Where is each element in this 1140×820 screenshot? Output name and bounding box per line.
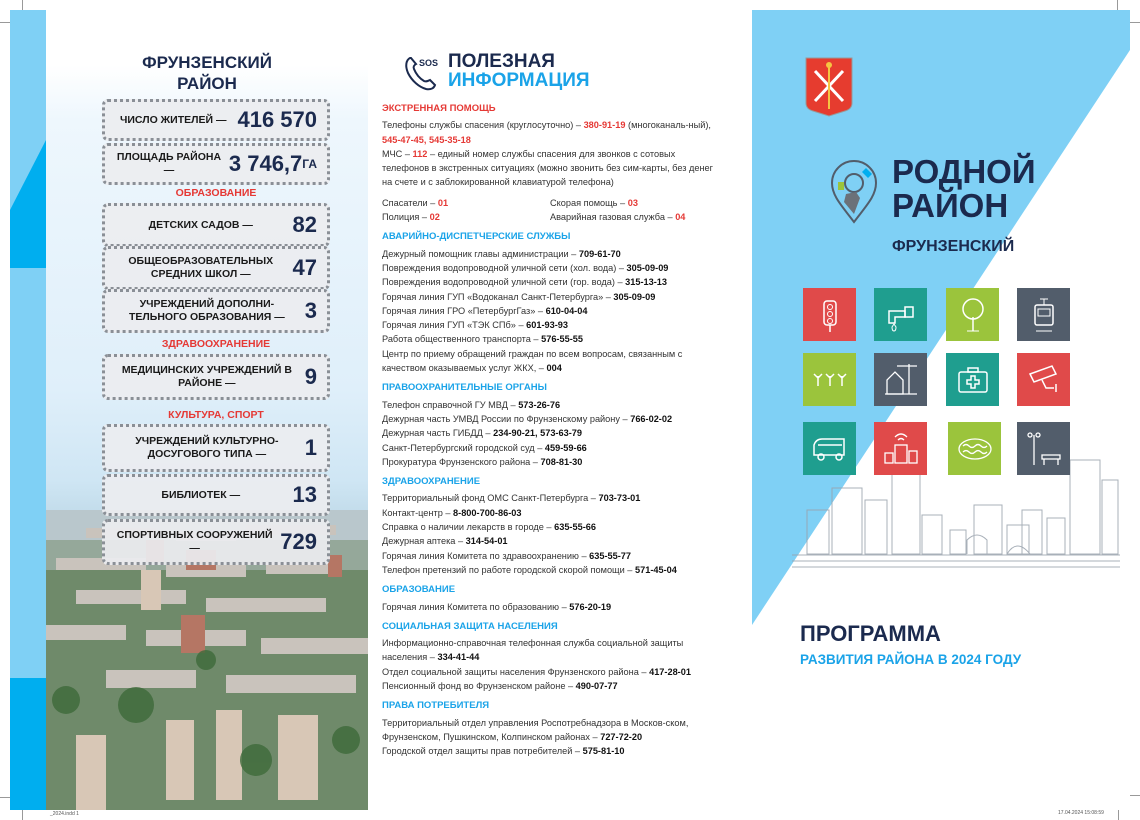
crop-mark — [22, 810, 23, 820]
bus-icon — [808, 427, 852, 471]
left-decorative-strip — [10, 10, 46, 810]
stat-cultural-institutions: УЧРЕЖДЕНИЙ КУЛЬТУРНО-ДОСУГОВОГО ТИПА — 1 — [102, 424, 330, 472]
phone-number: 635-55-66 — [554, 522, 596, 533]
icon-tile — [803, 288, 856, 341]
section-title: АВАРИЙНО-ДИСПЕТЧЕРСКИЕ СЛУЖБЫ — [382, 231, 571, 243]
crop-mark — [22, 0, 23, 10]
icon-tile — [803, 353, 856, 406]
phone-number: 334-41-44 — [437, 652, 480, 663]
icon-tile — [1017, 288, 1070, 341]
pond-icon — [953, 427, 997, 471]
contact-groups — [382, 230, 722, 758]
district-title: ФРУНЗЕНСКИЙ РАЙОН — [142, 53, 272, 93]
contact-line: Территориальный фонд ОМС Санкт-Петербурга – 703-73-01 — [382, 493, 641, 504]
stat-sports-facilities: СПОРТИВНЫХ СООРУЖЕНИЙ — 729 — [102, 519, 330, 565]
contact-line: Повреждения водопроводной уличной сети (хол. вода) – 305-09-09 — [382, 262, 669, 273]
coat-of-arms-icon — [805, 57, 853, 117]
section-title-culture-sport: КУЛЬТУРА, СПОРТ — [168, 409, 264, 421]
phone-number: 727-72-20 — [600, 731, 643, 742]
tram-icon — [1022, 293, 1066, 337]
stat-medical-institutions: МЕДИЦИНСКИХ УЧРЕЖДЕНИЙ В РАЙОНЕ — 9 — [102, 354, 330, 400]
stat-kindergartens: ДЕТСКИХ САДОВ — 82 — [102, 203, 330, 247]
program-title: ПРОГРАММА — [800, 621, 941, 646]
phone-number: 315-13-13 — [625, 277, 668, 288]
contact-line: Информационно-справочная телефонная служба социальной защиты населения – 334-41-44 — [382, 638, 684, 663]
icon-tile — [874, 353, 927, 406]
streetlight-bench-icon — [1022, 427, 1066, 471]
svg-text:SOS: SOS — [419, 58, 439, 68]
smart-city-wifi-icon — [879, 427, 923, 471]
cctv-camera-icon — [1022, 358, 1066, 402]
section-title-healthcare: ЗДРАВООХРАНЕНИЕ — [161, 338, 271, 350]
icon-tile — [946, 288, 999, 341]
section-title: ЗДРАВООХРАНЕНИЕ — [382, 476, 481, 488]
contact-line: Санкт-Петербургский городской суд – 459-59-66 — [382, 442, 587, 453]
contact-line: Центр по приему обращений граждан по всем вопросам, связанным с качеством оказываемых услуг ЖКХ, – 004 — [382, 348, 683, 374]
phone-number: 766-02-02 — [630, 413, 673, 424]
icon-tile — [946, 353, 999, 406]
brand-subtitle: ФРУНЗЕНСКИЙ — [892, 238, 1015, 255]
construction-icon — [879, 358, 923, 402]
brand-title: РОДНОЙ РАЙОН — [892, 153, 1036, 224]
phone-number: 708-81-30 — [540, 456, 583, 467]
contact-line: Повреждения водопроводной уличной сети (гор. вода) – 315-13-13 — [382, 277, 668, 288]
contact-line: Горячая линия Комитета по здравоохранению – 635-55-77 — [382, 550, 632, 561]
icon-tile — [948, 422, 1001, 475]
icon-tile — [874, 422, 927, 475]
phone-number: 635-55-77 — [589, 550, 632, 561]
contact-line: Территориальный отдел управления Роспотребнадзора в Москов-ском, Фрунзенском, Пушкинском, Колпинском районах – 727-72-20 — [382, 717, 689, 742]
stat-schools: ОБЩЕОБРАЗОВАТЕЛЬНЫХ СРЕДНИХ ШКОЛ — 47 — [102, 246, 330, 290]
phone-number: 610-04-04 — [545, 305, 588, 316]
contact-line: Дежурная часть ГИБДД – 234-90-21, 573-63-79 — [382, 428, 582, 439]
stat-population: ЧИСЛО ЖИТЕЛЕЙ — 416 570 — [102, 99, 330, 141]
phone-number: 601-93-93 — [526, 320, 569, 331]
icon-tile — [874, 288, 927, 341]
contact-line: Горячая линия ГРО «ПетербургГаз» – 610-04-04 — [382, 305, 588, 316]
cover-page — [752, 10, 1130, 810]
contact-line: Телефон справочной ГУ МВД – 573-26-76 — [382, 399, 561, 410]
phone-number: 234-90-21, 573-63-79 — [493, 428, 582, 439]
phone-number: 8-800-700-86-03 — [453, 507, 522, 518]
section-title: СОЦИАЛЬНАЯ ЗАЩИТА НАСЕЛЕНИЯ — [382, 620, 558, 632]
phone-number: 703-73-01 — [598, 493, 641, 504]
phone-number: 575-81-10 — [582, 746, 625, 757]
contact-line: Горячая линия Комитета по образованию – 576-20-19 — [382, 601, 612, 612]
rescue-service-line: Телефоны службы спасения (круглосуточно) – 380-91-19 (многоканаль-ный), 545-47-45, 545-35-18 — [382, 120, 711, 145]
contact-line: Горячая линия ГУП «Водоканал Санкт-Петербурга» – 305-09-09 — [382, 291, 656, 302]
contact-line: Справка о наличии лекарств в городе – 635-55-66 — [382, 522, 596, 533]
icon-tile — [1017, 422, 1070, 475]
section-title-education: ОБРАЗОВАНИЕ — [175, 187, 257, 199]
phone-number: 490-07-77 — [575, 680, 618, 691]
contact-line: Работа общественного транспорта – 576-55-55 — [382, 334, 583, 345]
sos-phone-icon — [404, 54, 444, 92]
tree-icon — [951, 293, 995, 337]
contact-line: Отдел социальной защиты населения Фрунзенского района – 417-28-01 — [382, 666, 691, 677]
crop-mark — [1130, 795, 1140, 796]
stat-libraries: БИБЛИОТЕК — 13 — [102, 474, 330, 516]
contact-line: Телефон претензий по работе городской скорой помощи – 571-45-04 — [382, 564, 677, 575]
icon-tile — [803, 422, 856, 475]
phone-number: 305-09-09 — [626, 262, 669, 273]
contact-line: Прокуратура Фрунзенского района – 708-81-30 — [382, 456, 583, 467]
rodnoy-rayon-logo-icon — [830, 160, 878, 224]
sprouts-icon — [808, 358, 852, 402]
crop-mark — [1130, 22, 1140, 23]
print-slug-right: 17.04.2024 15:08:59 — [1058, 810, 1104, 816]
phone-number: 709-61-70 — [578, 248, 621, 259]
phone-number: 576-55-55 — [541, 334, 583, 345]
contact-line: Пенсионный фонд во Фрунзенском районе – 490-07-77 — [382, 680, 618, 691]
contact-line: Городской отдел защиты прав потребителей – 575-81-10 — [382, 746, 625, 757]
water-tap-icon — [879, 293, 923, 337]
program-subtitle: РАЗВИТИЯ РАЙОНА В 2024 ГОДУ — [800, 652, 1022, 667]
useful-info-heading: SOS ПОЛЕЗНАЯ ИНФОРМАЦИЯ — [404, 52, 590, 90]
section-title: ПРАВА ПОТРЕБИТЕЛЯ — [382, 700, 490, 712]
contact-line: Контакт-центр – 8-800-700-86-03 — [382, 507, 522, 518]
contact-line: Дежурная часть УМВД России по Фрунзенскому району – 766-02-02 — [382, 413, 673, 424]
phone-number: 573-26-76 — [518, 399, 561, 410]
section-title-emergency: ЭКСТРЕННАЯ ПОМОЩЬ — [382, 103, 496, 114]
short-numbers: Спасатели – 01 Скорая помощь – 03 Полиция – 02 Аварийная газовая служба – 04 — [382, 197, 686, 223]
phone-number: 417-28-01 — [649, 666, 691, 677]
icon-tile — [1017, 353, 1070, 406]
stat-additional-education: УЧРЕЖДЕНИЙ ДОПОЛНИ-ТЕЛЬНОГО ОБРАЗОВАНИЯ — 3 — [102, 289, 330, 333]
contact-line: Дежурный помощник главы администрации – 709-61-70 — [382, 248, 621, 259]
useful-info-list — [382, 102, 722, 758]
phone-number: 004 — [546, 363, 562, 374]
first-aid-kit-icon — [951, 358, 995, 402]
phone-number: 571-45-04 — [634, 564, 677, 575]
traffic-light-icon — [808, 293, 852, 337]
phone-number: 576-20-19 — [569, 601, 612, 612]
phone-number: 314-54-01 — [465, 536, 508, 547]
section-title: ПРАВООХРАНИТЕЛЬНЫЕ ОРГАНЫ — [382, 382, 547, 394]
section-title: ОБРАЗОВАНИЕ — [382, 584, 456, 596]
contact-line: Дежурная аптека – 314-54-01 — [382, 536, 508, 547]
contact-line: Горячая линия ГУП «ТЭК СПб» – 601-93-93 — [382, 320, 569, 331]
phone-number: 459-59-66 — [544, 442, 587, 453]
print-slug-left: _2024.indd 1 — [50, 811, 79, 817]
stat-area: ПЛОЩАДЬ РАЙОНА — 3 746,7 ГА — [102, 143, 330, 185]
phone-number: 305-09-09 — [613, 291, 656, 302]
mchs-line: МЧС – 112 – единый номер службы спасения для звонков с сотовых телефонов в экстренных ситуациях (можно звонить без сим-карты, без денег на счете и с заблокированной клавиатурой телефона) — [382, 148, 714, 188]
cover-blue-background — [752, 10, 1130, 810]
